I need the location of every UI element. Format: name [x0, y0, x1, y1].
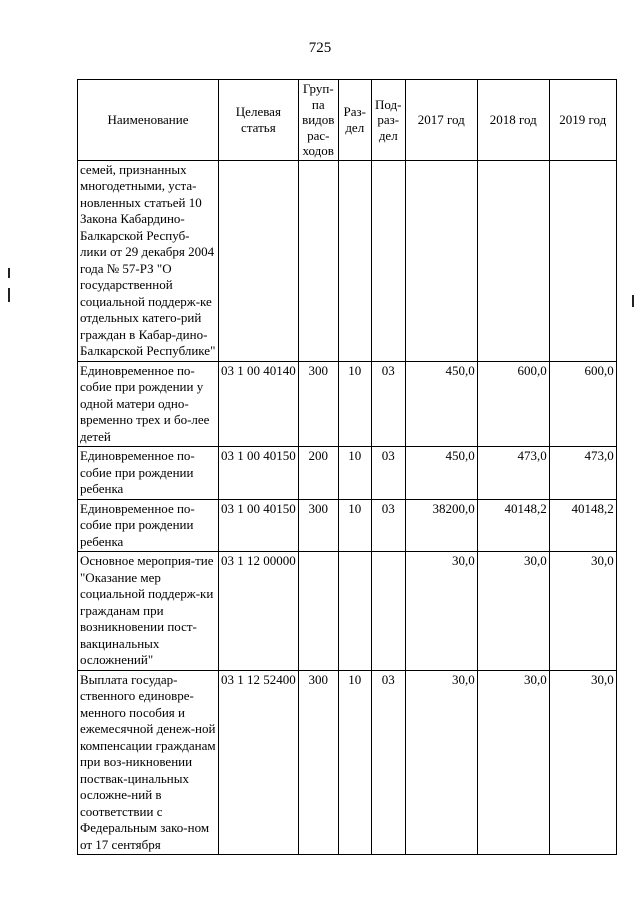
- header-group: Груп-па видов рас-ходов: [298, 80, 338, 161]
- table-row: [78, 552, 617, 671]
- cell-subsection: [371, 160, 405, 361]
- table-row: [78, 447, 617, 500]
- cell-2018: 30,0: [477, 670, 549, 855]
- cell-section: [338, 552, 371, 671]
- cell-2019: [549, 160, 616, 361]
- budget-table: [77, 79, 617, 855]
- cell-code: 03 1 00 40140: [219, 361, 299, 447]
- scan-mark-right: [632, 295, 634, 307]
- cell-group: 300: [298, 670, 338, 855]
- cell-subsection: 03: [371, 499, 405, 552]
- cell-2019: 473,0: [549, 447, 616, 500]
- cell-code: 03 1 12 52400: [219, 670, 299, 855]
- cell-group: [298, 160, 338, 361]
- cell-2017: 30,0: [405, 552, 477, 671]
- cell-2019: 30,0: [549, 552, 616, 671]
- cell-group: 200: [298, 447, 338, 500]
- cell-section: 10: [338, 670, 371, 855]
- cell-section: 10: [338, 361, 371, 447]
- header-2019: 2019 год: [549, 80, 616, 161]
- cell-code: 03 1 12 00000: [219, 552, 299, 671]
- header-2018: 2018 год: [477, 80, 549, 161]
- cell-subsection: 03: [371, 447, 405, 500]
- cell-subsection: 03: [371, 670, 405, 855]
- cell-name: Единовременное по-собие при рождении у одной матери одно-временно трех и бо-лее детей: [78, 361, 219, 447]
- cell-2019: 40148,2: [549, 499, 616, 552]
- cell-code: [219, 160, 299, 361]
- cell-code: 03 1 00 40150: [219, 499, 299, 552]
- header-2017: 2017 год: [405, 80, 477, 161]
- cell-name: Единовременное по-собие при рождении ребенка: [78, 499, 219, 552]
- cell-2019: 30,0: [549, 670, 616, 855]
- scan-mark-left: [8, 268, 10, 278]
- cell-2019: 600,0: [549, 361, 616, 447]
- cell-group: 300: [298, 361, 338, 447]
- header-name: Наименование: [78, 80, 219, 161]
- header-code: Целевая статья: [219, 80, 299, 161]
- cell-2018: 473,0: [477, 447, 549, 500]
- scan-mark-left: [8, 288, 10, 302]
- table-header-row: [78, 80, 617, 161]
- cell-code: 03 1 00 40150: [219, 447, 299, 500]
- cell-section: [338, 160, 371, 361]
- cell-2017: 450,0: [405, 447, 477, 500]
- cell-name: семей, признанных многодетными, уста-новленных статьей 10 Закона Кабардино-Балкарской Респуб-лики от 29 декабря 2004 года № 57-РЗ "О государственной социальной поддерж-ке отдельных катего-рий граждан в Кабар-дино-Балкарской Республике": [78, 160, 219, 361]
- cell-2018: 30,0: [477, 552, 549, 671]
- page-number: 725: [308, 40, 332, 56]
- cell-2018: 600,0: [477, 361, 549, 447]
- table-row: [78, 160, 617, 361]
- cell-2017: 450,0: [405, 361, 477, 447]
- cell-2017: [405, 160, 477, 361]
- cell-section: 10: [338, 447, 371, 500]
- cell-2018: 40148,2: [477, 499, 549, 552]
- table-row: [78, 670, 617, 855]
- cell-subsection: [371, 552, 405, 671]
- cell-subsection: 03: [371, 361, 405, 447]
- table-row: [78, 361, 617, 447]
- header-section: Раз-дел: [338, 80, 371, 161]
- cell-group: 300: [298, 499, 338, 552]
- cell-section: 10: [338, 499, 371, 552]
- cell-2017: 30,0: [405, 670, 477, 855]
- cell-2018: [477, 160, 549, 361]
- cell-name: Основное мероприя-тие "Оказание мер социальной поддерж-ки гражданам при возникновении пост-вакцинальных осложнений": [78, 552, 219, 671]
- cell-group: [298, 552, 338, 671]
- header-subsection: Под-раз-дел: [371, 80, 405, 161]
- cell-name: Выплата государ-ственного единовре-менного пособия и ежемесячной денеж-ной компенсации гражданам при воз-никновении поствак-цинальных осложне-ний в соответствии с Федеральным зако-ном от 17 сентября: [78, 670, 219, 855]
- cell-2017: 38200,0: [405, 499, 477, 552]
- table-row: [78, 499, 617, 552]
- cell-name: Единовременное по-собие при рождении ребенка: [78, 447, 219, 500]
